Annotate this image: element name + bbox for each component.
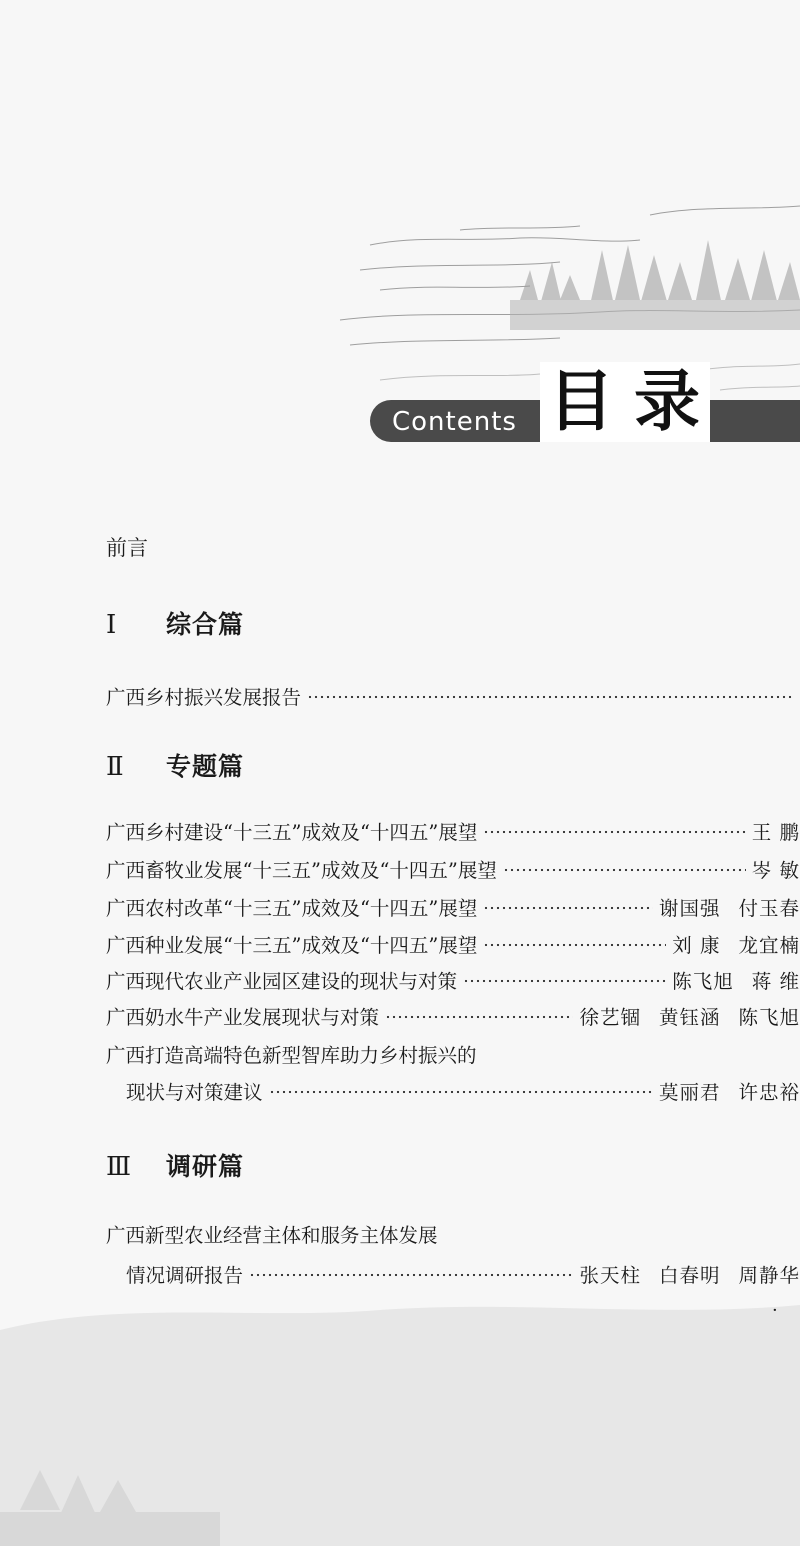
toc-entry[interactable]	[106, 893, 800, 923]
entry-title: 现状与对策建议	[126, 1081, 263, 1104]
leader-dots	[463, 978, 666, 984]
entry-authors	[579, 1260, 800, 1288]
author: 王 鹏	[751, 821, 800, 844]
entry-title: 广西乡村振兴发展报告	[106, 686, 302, 709]
author: 黄钰涵	[658, 1006, 721, 1029]
toc-entry[interactable]	[106, 682, 800, 712]
entry-title: 广西乡村建设“十三五”成效及“十四五”展望	[106, 821, 478, 844]
leader-dots	[269, 1089, 653, 1095]
author: 付玉春	[738, 897, 800, 920]
author: 徐艺锢	[579, 1006, 641, 1029]
toc-entry[interactable]	[106, 817, 800, 847]
toc-entry-line2[interactable]	[126, 1077, 800, 1107]
entry-title: 广西奶水牛产业发展现状与对策	[106, 1006, 380, 1029]
toc-entry[interactable]	[106, 930, 800, 960]
section-name: 调研篇	[166, 1152, 245, 1181]
section-name: 专题篇	[166, 752, 245, 781]
entry-authors	[579, 1002, 800, 1030]
author: 白春明	[658, 1264, 721, 1287]
leader-dots	[483, 829, 745, 835]
section-heading[interactable]	[106, 608, 244, 642]
section-name: 综合篇	[166, 610, 245, 639]
toc-entry-line1[interactable]	[106, 1220, 800, 1250]
leader-dots	[503, 867, 746, 873]
leader-dots	[249, 1272, 573, 1278]
entry-title: 广西畜牧业发展“十三五”成效及“十四五”展望	[106, 859, 497, 882]
entry-title: 广西种业发展“十三五”成效及“十四五”展望	[106, 934, 478, 957]
toc-entry-line1[interactable]	[106, 1040, 800, 1070]
author: 莫丽君	[658, 1081, 721, 1104]
author: 周静华	[738, 1264, 800, 1287]
leader-dots	[483, 942, 666, 948]
entry-title: 广西农村改革“十三五”成效及“十四五”展望	[106, 897, 478, 920]
entry-authors	[672, 966, 800, 994]
author: 陈飞旭	[738, 1006, 800, 1029]
section-heading[interactable]	[106, 750, 244, 784]
section-number: Ⅲ	[106, 1152, 132, 1182]
entry-authors	[672, 930, 800, 958]
entry-title: 广西现代农业产业园区建设的现状与对策	[106, 970, 458, 993]
entry-authors	[659, 893, 800, 921]
section-number: Ⅰ	[106, 610, 117, 640]
entry-title: 广西新型农业经营主体和服务主体发展	[106, 1224, 438, 1247]
author: 谢国强	[658, 897, 721, 920]
entry-authors	[752, 817, 800, 845]
contents-title-zh: 目录	[548, 363, 720, 440]
toc-entry-line2[interactable]	[126, 1260, 800, 1290]
page-number-mark: ·	[772, 1300, 778, 1321]
author: 岑 敏	[751, 859, 800, 882]
entry-authors	[659, 1077, 800, 1105]
toc-preface[interactable]: 前言	[106, 536, 148, 560]
toc-entry[interactable]	[106, 855, 800, 885]
toc-entry[interactable]	[106, 1002, 800, 1032]
leader-dots	[307, 694, 794, 700]
entry-title: 情况调研报告	[126, 1264, 244, 1287]
section-number: Ⅱ	[106, 752, 124, 782]
author: 刘 康	[672, 934, 721, 957]
entry-title: 广西打造高端特色新型智库助力乡村振兴的	[106, 1044, 477, 1067]
author: 陈飞旭	[672, 970, 734, 993]
leader-dots	[483, 905, 653, 911]
author: 许忠裕	[738, 1081, 800, 1104]
leader-dots	[385, 1014, 573, 1020]
author: 龙宜楠	[738, 934, 800, 957]
entry-authors	[752, 855, 800, 883]
author: 张天柱	[579, 1264, 641, 1287]
toc-entry[interactable]	[106, 966, 800, 996]
author: 蒋 维	[751, 970, 800, 993]
contents-label-en: Contents	[392, 407, 517, 437]
section-heading[interactable]	[106, 1150, 244, 1184]
